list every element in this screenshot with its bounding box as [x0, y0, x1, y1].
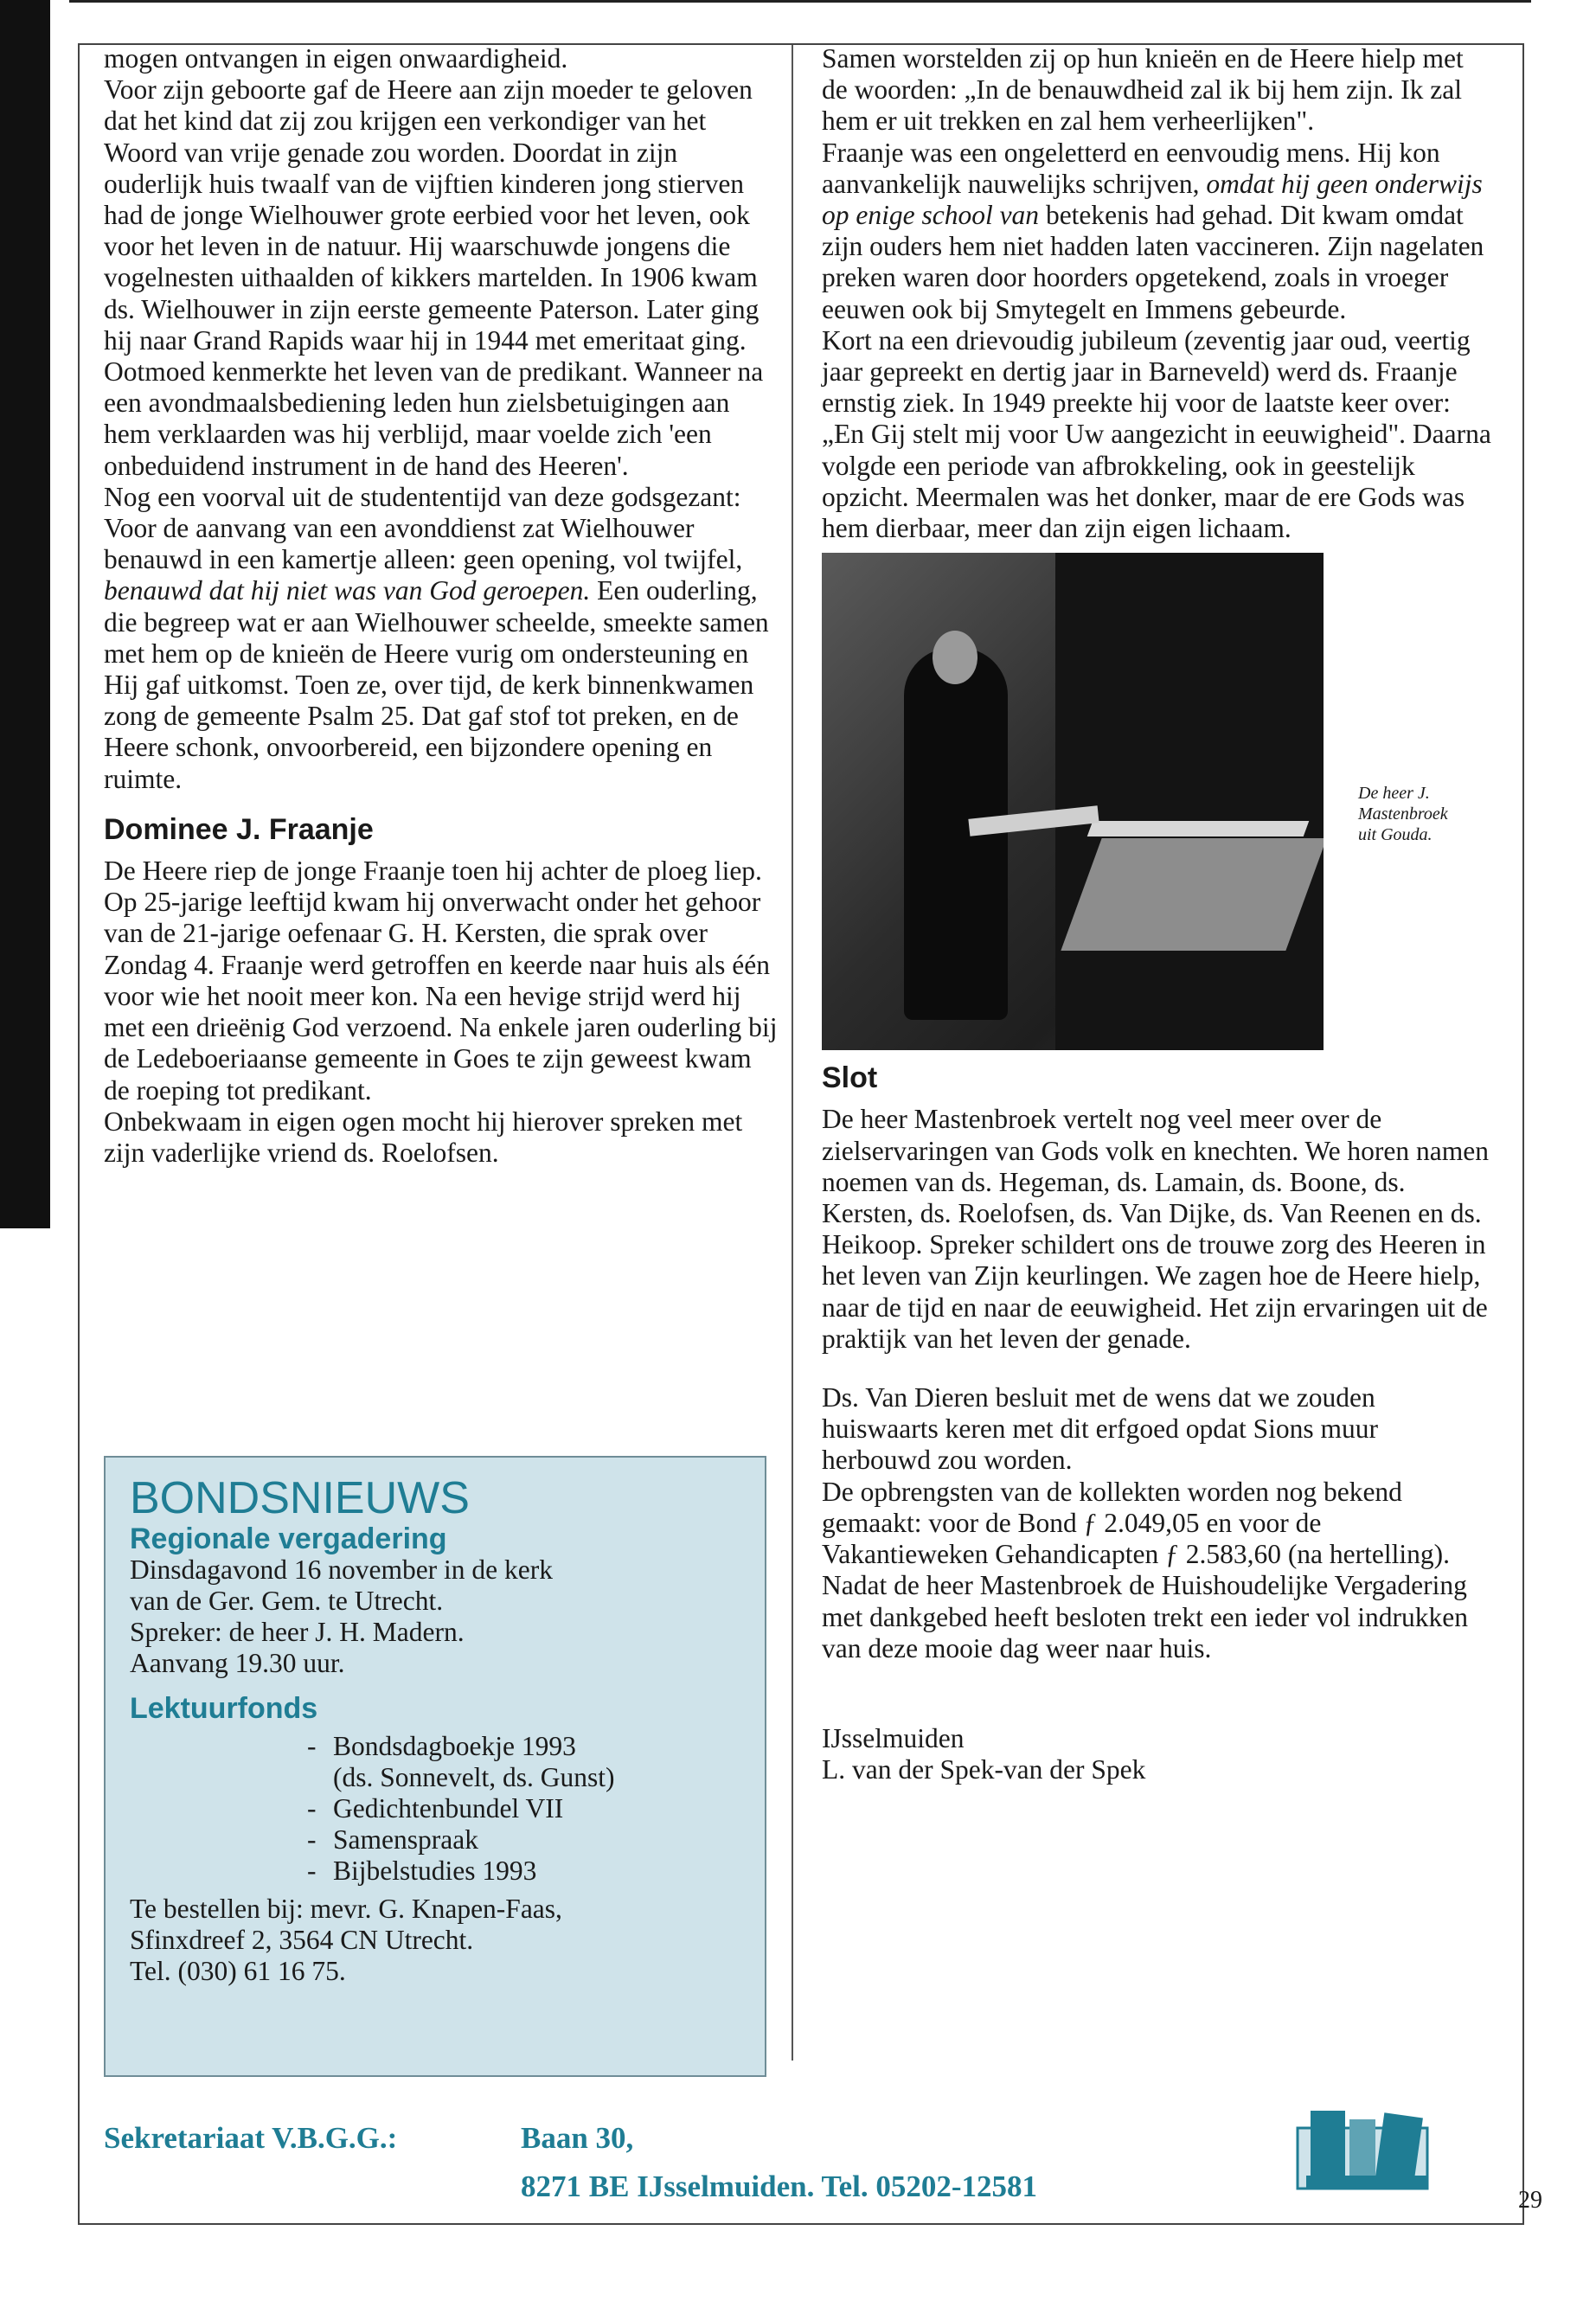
slot-paragraph-1: De heer Mastenbroek vertelt nog veel meer over de zielservaringen van Gods volk en knechten. We horen namen noemen van ds. Hegeman, ds. Lamain, ds. Boone, ds. Kersten, ds. Roelofsen, ds. Van Dijke, ds. Van Reenen en ds. Heikoop. Spreker schildert ons de trouwe zorg des Heeren in het leven van Zijn keurlingen. We zagen hoe de Heere hielp, naar de tijd en naar de eeuwigheid. Het zijn ervaringen uit de praktijk van het leven der genade. — [822, 1104, 1489, 1354]
regional-line-2: van de Ger. Gem. te Utrecht. — [130, 1586, 444, 1616]
anecdote-italic: benauwd dat hij niet was van God geroepen. — [104, 575, 591, 606]
list-item: - Bijbelstudies 1993 — [307, 1856, 537, 1886]
left-column — [104, 43, 779, 1169]
footer-line-1: Baan 30, — [521, 2121, 634, 2155]
footer-line-2: 8271 BE IJsselmuiden. Tel. 05202-12581 — [521, 2170, 1038, 2203]
list-item: - Samenspraak — [307, 1824, 478, 1855]
list-item: - Gedichtenbundel VII — [307, 1793, 564, 1823]
anecdote-text-2: Een ouderling, die begreep wat er aan Wielhouwer scheelde, smeekte samen met hem op de knieën de Heere vurig om ondersteuning en Hij gaf uitkomst. Toen ze, over tijd, de kerk binnenkwamen zong de gemeente Psalm 25. Dat gaf stof tot preken, en de Heere schonk, onvoorbereid, een bijzondere opening en ruimte. — [104, 575, 769, 794]
column-divider — [792, 45, 793, 2061]
right-paragraph-2: Fraanje was een ongeletterd en eenvoudig mens. Hij kon aanvankelijk nauwelijks schrijven, omdat hij geen onderwijs op enige school van betekenis had gehad. Dit kwam omdat zijn ouders hem niet hadden laten vaccineren. Zijn nagelaten preken waren door hoorders opgetekend, zoals in vroeger eeuwen ook bij Smytegelt en Immens gebeurde. — [822, 137, 1484, 324]
page-number: 29 — [1518, 2187, 1542, 2214]
right-paragraph-1: Samen worstelden zij op hun knieën en de Heere hielp met de woorden: „In de benauwdheid zal ik bij hem zijn. Ik zal hem er uit trekken en zal hem verheerlijken". — [822, 43, 1464, 137]
bondsnieuws-title: BONDSNIEUWS — [130, 1473, 470, 1523]
signature-place: IJsselmuiden — [822, 1722, 965, 1753]
regional-line-1: Dinsdagavond 16 november in de kerk — [130, 1554, 554, 1585]
bondsnieuws-box — [104, 1456, 766, 2077]
order-line-1: Te bestellen bij: mevr. G. Knapen-Faas, — [130, 1894, 562, 1924]
books-logo-icon — [1280, 2093, 1445, 2197]
signature — [822, 1723, 1492, 1785]
photo-caption: De heer J. Mastenbroek uit Gouda. — [1358, 784, 1448, 844]
lektuur-heading: Lektuurfonds — [130, 1692, 318, 1725]
intro-paragraph-2: Voor zijn geboorte gaf de Heere aan zijn moeder te geloven dat het kind dat zij zou krijgen een verkondiger van het Woord van vrije genade zou worden. Doordat in zijn ouderlijk huis twaalf van de vijftien kinderen jong stierven had de jonge Wielhouwer grote eerbied voor het leven, ook voor het leven in de natuur. Hij waarschuwde jongens die vogelnesten uithaalden of kikkers martelden. In 1906 kwam ds. Wielhouwer in zijn eerste gemeente Paterson. Later ging hij naar Grand Rapids waar hij in 1944 met emeritaat ging. Ootmoed kenmerkte het leven van de predikant. Wanneer na een avondmaalsbediening leden hun zielsbetuigingen aan hem verklaarden was hij verblijd, maar voelde zich 'een onbeduidend instrument in de hand des Heeren'. — [104, 74, 764, 481]
slot-heading: Slot — [822, 1061, 878, 1095]
right-column — [822, 43, 1492, 1785]
slot-paragraph-3: De opbrengsten van de kollekten worden nog bekend gemaakt: voor de Bond ƒ 2.049,05 en voor de Vakantieweken Gehandicapten ƒ 2.583,60 (na hertelling). — [822, 1476, 1450, 1570]
signature-name: L. van der Spek-van der Spek — [822, 1754, 1146, 1785]
regional-line-4: Aanvang 19.30 uur. — [130, 1648, 345, 1678]
anecdote-text-1: Nog een voorval uit de studententijd van deze godsgezant: Voor de aanvang van een avonddienst zat Wielhouwer benauwd in een kamertje alleen: geen opening, vol twijfel, — [104, 481, 743, 575]
photo-mastenbroek — [822, 553, 1324, 1050]
order-line-3: Tel. (030) 61 16 75. — [130, 1956, 346, 1986]
anecdote-paragraph — [104, 482, 779, 795]
regional-heading: Regionale vergadering — [130, 1522, 447, 1555]
list-item-sub: (ds. Sonnevelt, ds. Gunst) — [333, 1762, 615, 1792]
slot-paragraph-2: Ds. Van Dieren besluit met de wens dat we zouden huiswaarts keren met dit erfgoed opdat Sions muur herbouwd zou worden. — [822, 1382, 1378, 1476]
order-line-2: Sfinxdreef 2, 3564 CN Utrecht. — [130, 1925, 474, 1955]
fraanje-paragraph-2: Onbekwaam in eigen ogen mocht hij hierover spreken met zijn vaderlijke vriend ds. Roelofsen. — [104, 1106, 743, 1168]
list-item: - Bondsdagboekje 1993 — [307, 1731, 576, 1761]
top-rule — [69, 0, 1531, 3]
intro-paragraph-1: mogen ontvangen in eigen onwaardigheid. — [104, 43, 568, 74]
fraanje-heading: Dominee J. Fraanje — [104, 812, 374, 846]
footer-label: Sekretariaat V.B.G.G.: — [104, 2121, 398, 2155]
slot-paragraph-4: Nadat de heer Mastenbroek de Huishoudelijke Vergadering met dankgebed heeft besloten trekt een ieder vol indrukken van deze mooie dag weer naar huis. — [822, 1570, 1468, 1663]
lektuur-list — [307, 1731, 744, 1887]
fraanje-paragraph-1: De Heere riep de jonge Fraanje toen hij achter de ploeg liep. Op 25-jarige leeftijd kwam hij onverwacht onder het gehoor van de 21-jarige oefenaar G. H. Kersten, die sprak over Zondag 4. Fraanje werd getroffen en keerde naar huis als één voor wie het nooit meer kon. Na een hevige strijd werd hij met een drieënig God verzoend. Na enkele jaren ouderling bij de Ledeboeriaanse gemeente in Goes te zijn geweest kwam de roeping tot predikant. — [104, 856, 778, 1106]
regional-line-3: Spreker: de heer J. H. Madern. — [130, 1617, 465, 1647]
binding-edge — [0, 0, 50, 1228]
right-paragraph-3: Kort na een drievoudig jubileum (zeventig jaar oud, veertig jaar gepreekt en dertig jaar in Barneveld) werd ds. Fraanje ernstig ziek. In 1949 preekte hij voor de laatste keer over: „En Gij stelt mij voor Uw aangezicht in eeuwigheid". Daarna volgde een periode van afbrokkeling, ook in geestelijk opzicht. Meermalen was het donker, maar de ere Gods was hem dierbaar, meer dan zijn eigen lichaam. — [822, 324, 1491, 544]
right-italic: omdat hij geen onderwijs op enige school van — [822, 168, 1483, 231]
